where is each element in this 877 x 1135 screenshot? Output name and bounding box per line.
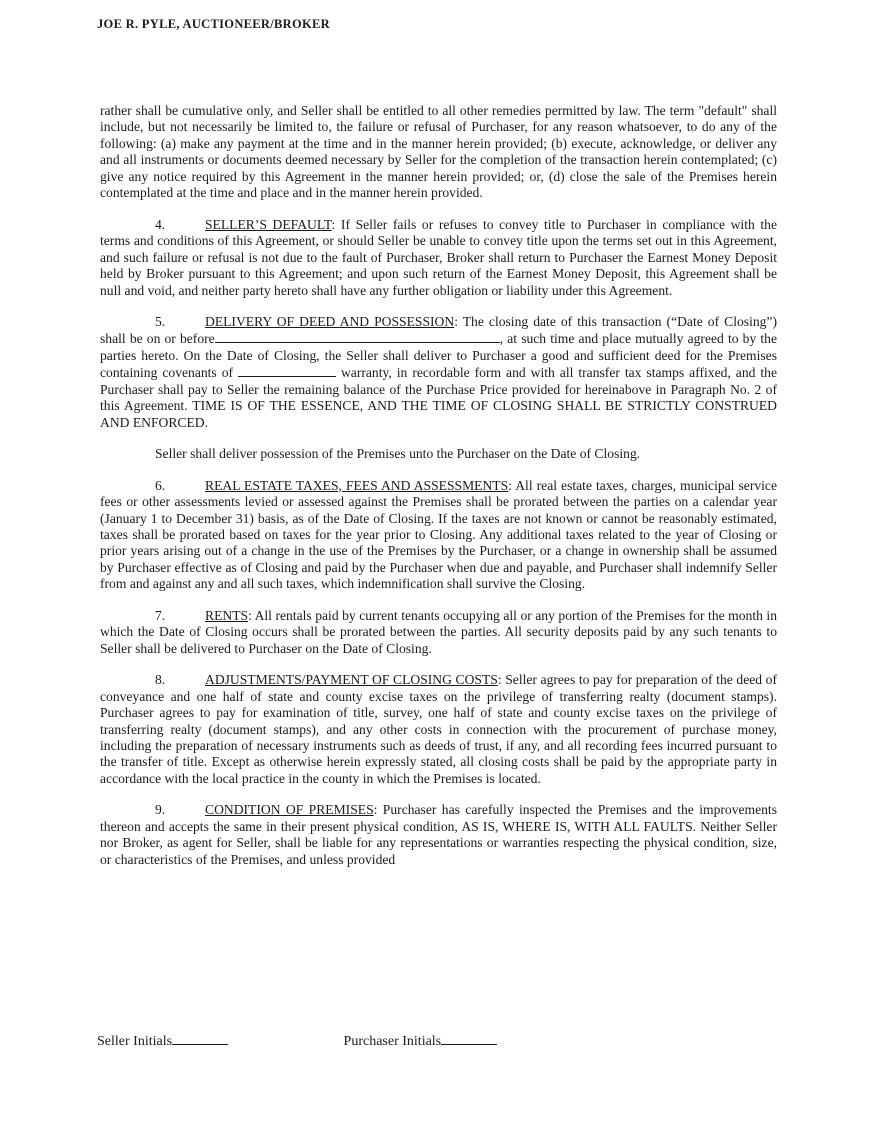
- document-body: [100, 103, 777, 883]
- paragraph-8-adjustments-closing-costs: [100, 672, 777, 787]
- paragraph-text: : All rentals paid by current tenants occupying all or any portion of the Premises for the month in which the Date of Closing occurs shall be prorated between the parties. All security deposits paid by any such tenants to Seller shall be delivered to Purchaser on the Date of Closing.: [100, 607, 777, 656]
- paragraph-text: Seller shall deliver possession of the Premises unto the Purchaser on the Date of Closing.: [155, 446, 641, 462]
- paragraph-text: : If Seller fails or refuses to convey title to Purchaser in compliance with the terms and conditions of this Agreement, or should Seller be unable to convey title upon the terms set out in this Agreement, and such failure or refusal is not due to the fault of Purchaser, Broker shall return to Purchaser the Earnest Money Deposit held by Broker pursuant to this Agreement; and upon such return of the Earnest Money Deposit, this Agreement shall be null and void, and neither party hereto shall have any further obligation or liability under this Agreement.: [100, 216, 777, 298]
- paragraph-default-remedies-continuation: [100, 103, 777, 202]
- paragraph-text: : Seller agrees to pay for preparation of the deed of conveyance and one half of state and county excise taxes on the privilege of transferring realty (document stamps). Purchaser agrees to pay for examination of title, survey, one half of state and county excise taxes on the privilege of transferring realty (document stamps), and any other costs in connection with the procurement of purchase money, including the preparation of necessary instruments such as deeds of trust, if any, and all recording fees incurred pursuant to the transfer of title. Except as otherwise herein expressly stated, all closing costs shall be paid by the appropriate party in accordance with the local practice in the county in which the Premises is located.: [100, 672, 777, 786]
- seller-initials-label: Seller Initials: [97, 1034, 173, 1049]
- paragraph-text: , at such time and place mutually agreed to by the parties hereto. On the Date of Closing, the Seller shall deliver to Purchaser a good and sufficient deed for the Premises containing covenants of: [100, 331, 777, 381]
- fill-in-blank: [215, 330, 500, 343]
- paragraph-heading: ADJUSTMENTS/PAYMENT OF CLOSING COSTS: [205, 672, 498, 688]
- paragraph-text: warranty, in recordable form and with all transfer tax stamps affixed, and the Purchaser shall pay to Seller the remaining balance of the Purchase Price provided for hereinabove in Paragraph No. 2 of this Agreement. TIME IS OF THE ESSENCE, AND THE TIME OF CLOSING SHALL BE STRICTLY CONSTRUED AND ENFORCED.: [100, 365, 777, 430]
- fill-in-blank: [238, 364, 336, 377]
- paragraph-4-sellers-default: [100, 217, 777, 299]
- paragraph-number: 8.: [155, 672, 166, 688]
- paragraph-number: 4.: [155, 216, 166, 232]
- paragraph-9-condition-of-premises: [100, 802, 777, 868]
- seller-initials-group: [97, 1031, 228, 1050]
- paragraph-number: 7.: [155, 607, 166, 623]
- purchaser-initials-blank: [441, 1031, 497, 1045]
- paragraph-6-real-estate-taxes: [100, 478, 777, 593]
- paragraph-text: : All real estate taxes, charges, municipal service fees or other assessments levied or assessed against the Premises shall be prorated between the parties on a calendar year (January 1 to December 31) basis, as of the Date of Closing. If the taxes are not known or cannot be reasonably estimated, taxes shall be prorated based on taxes for the year prior to Closing. Any additional taxes related to the year of Closing or prior years arising out of a change in the use of the Premises by the Purchaser, or a change in ownership shall be assumed by Purchaser effective as of Closing and paid by the Purchaser when due and payable, and Purchaser shall indemnify Seller from and against any and all such taxes, which indemnification shall survive the Closing.: [100, 477, 777, 592]
- paragraph-7-rents: [100, 608, 777, 657]
- paragraph-heading: DELIVERY OF DEED AND POSSESSION: [205, 313, 455, 329]
- purchaser-initials-label: Purchaser Initials: [343, 1034, 442, 1049]
- document-header-title: JOE R. PYLE, AUCTIONEER/BROKER: [97, 17, 330, 31]
- paragraph-number: 5.: [155, 313, 166, 329]
- paragraph-possession: [100, 446, 777, 462]
- paragraph-number: 9.: [155, 802, 166, 818]
- paragraph-5-delivery-of-deed-and-possession: [100, 314, 777, 431]
- seller-initials-blank: [172, 1031, 228, 1045]
- paragraph-heading: RENTS: [205, 607, 249, 623]
- paragraph-text: : The closing date of this transaction (“Date of Closing”) shall be on or before: [100, 313, 777, 347]
- paragraph-number: 6.: [155, 477, 166, 493]
- initials-footer: [97, 1031, 497, 1050]
- paragraph-heading: REAL ESTATE TAXES, FEES AND ASSESSMENTS: [205, 477, 509, 493]
- purchaser-initials-group: [344, 1031, 498, 1050]
- paragraph-heading: CONDITION OF PREMISES: [205, 802, 374, 818]
- paragraph-text: rather shall be cumulative only, and Seller shall be entitled to all other remedies permitted by law. The term "default" shall include, but not necessarily be limited to, the failure or refusal of Purchaser, for any reason whatsoever, to do any of the following: (a) make any payment at the time and in the manner herein provided; (b) execute, acknowledge, or deliver any and all instruments or documents deemed necessary by Seller for the completion of the transaction herein contemplated; (c) give any notice required by this Agreement in the manner herein provided; or, (d) close the sale of the Premises herein contemplated at the time and place and in the manner herein provided.: [100, 103, 777, 201]
- paragraph-heading: SELLER’S DEFAULT: [205, 216, 332, 232]
- paragraph-text: : Purchaser has carefully inspected the Premises and the improvements thereon and accepts the same in their present physical condition, AS IS, WHERE IS, WITH ALL FAULTS. Neither Seller nor Broker, as agent for Seller, shall be liable for any representations or warranties respecting the physical condition, size, or characteristics of the Premises, and unless provided: [100, 802, 777, 867]
